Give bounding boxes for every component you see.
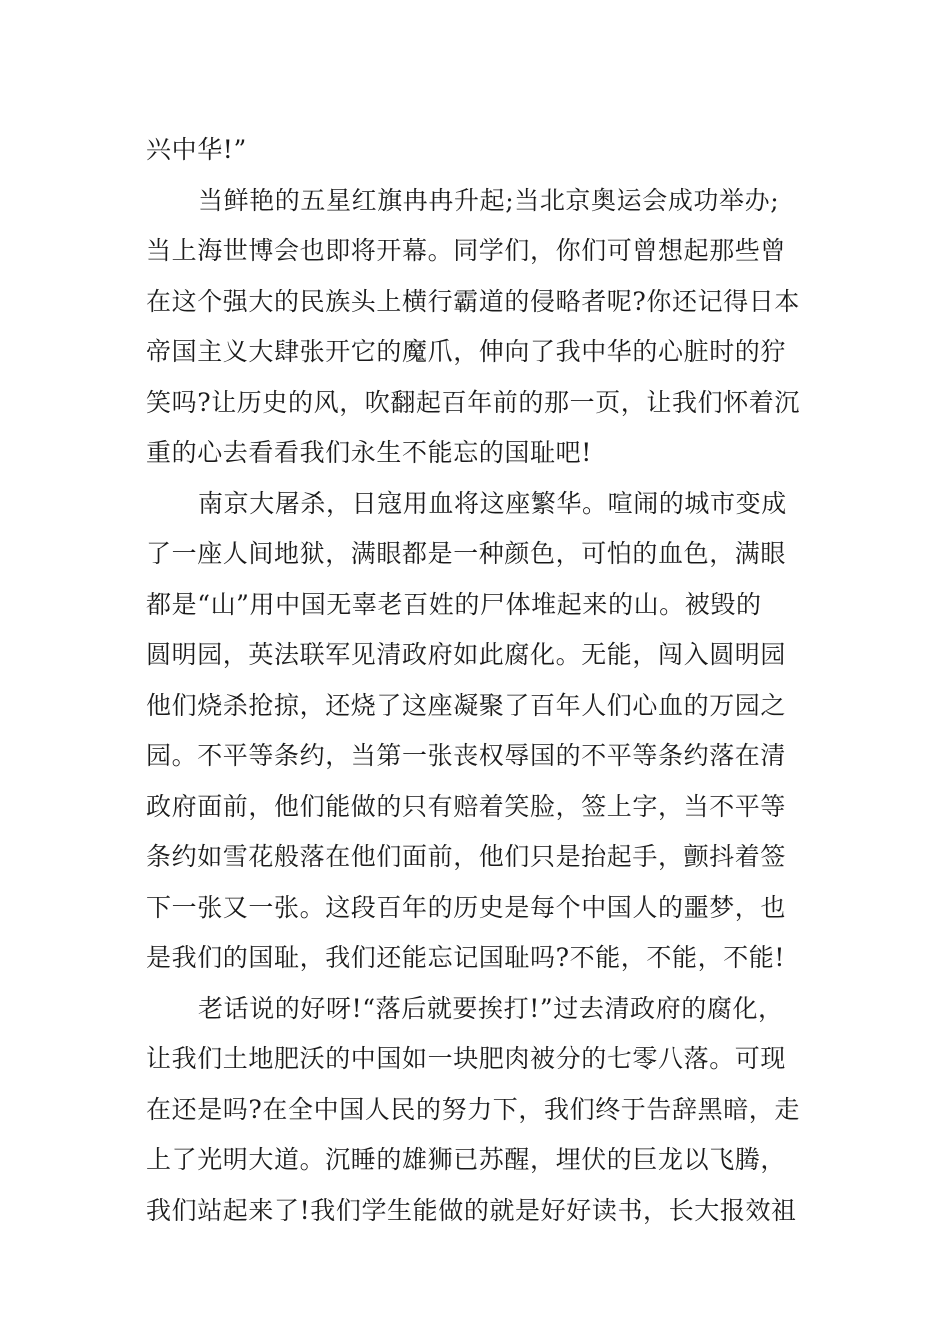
text-line: 圆明园，英法联军见清政府如此腐化。无能，闯入圆明园 <box>146 640 787 669</box>
text-line: 政府面前，他们能做的只有赔着笑脸，签上字，当不平等 <box>146 792 787 821</box>
text-line: 都是“山”用中国无辜老百姓的尸体堆起来的山。被毁的 <box>146 590 762 619</box>
text-line: 条约如雪花般落在他们面前，他们只是抬起手，颤抖着签 <box>146 842 787 871</box>
text-line: 了一座人间地狱，满眼都是一种颜色，可怕的血色，满眼 <box>146 539 787 568</box>
text-line: 让我们土地肥沃的中国如一块肥肉被分的七零八落。可现 <box>146 1044 787 1073</box>
text-line: 下一张又一张。这段百年的历史是每个中国人的噩梦，也 <box>146 893 787 922</box>
text-line: 是我们的国耻，我们还能忘记国耻吗?不能，不能，不能! <box>146 943 786 972</box>
text-line: 我们站起来了!我们学生能做的就是好好读书，长大报效祖 <box>146 1196 797 1225</box>
text-line: 在还是吗?在全中国人民的努力下，我们终于告辞黑暗，走 <box>146 1095 801 1124</box>
text-line: 园。不平等条约，当第一张丧权辱国的不平等条约落在清 <box>146 741 787 770</box>
paragraph-start-line: 南京大屠杀，日寇用血将这座繁华。喧闹的城市变成 <box>198 489 787 518</box>
paragraph-start-line: 当鲜艳的五星红旗冉冉升起;当北京奥运会成功举办; <box>198 186 780 215</box>
text-line: 兴中华!” <box>146 135 247 164</box>
text-line: 当上海世博会也即将开幕。同学们，你们可曾想起那些曾 <box>146 236 787 265</box>
text-line: 上了光明大道。沉睡的雄狮已苏醒，埋伏的巨龙以飞腾， <box>146 1145 787 1174</box>
text-line: 重的心去看看我们永生不能忘的国耻吧! <box>146 438 592 467</box>
text-line: 他们烧杀抢掠，还烧了这座凝聚了百年人们心血的万园之 <box>146 691 787 720</box>
paragraph-start-line: 老话说的好呀!“落后就要挨打!”过去清政府的腐化， <box>198 994 784 1023</box>
text-line: 笑吗?让历史的风，吹翻起百年前的那一页，让我们怀着沉 <box>146 388 801 417</box>
text-line: 帝国主义大肆张开它的魔爪，伸向了我中华的心脏时的狞 <box>146 337 787 366</box>
text-line: 在这个强大的民族头上横行霸道的侵略者呢?你还记得日本 <box>146 287 801 316</box>
